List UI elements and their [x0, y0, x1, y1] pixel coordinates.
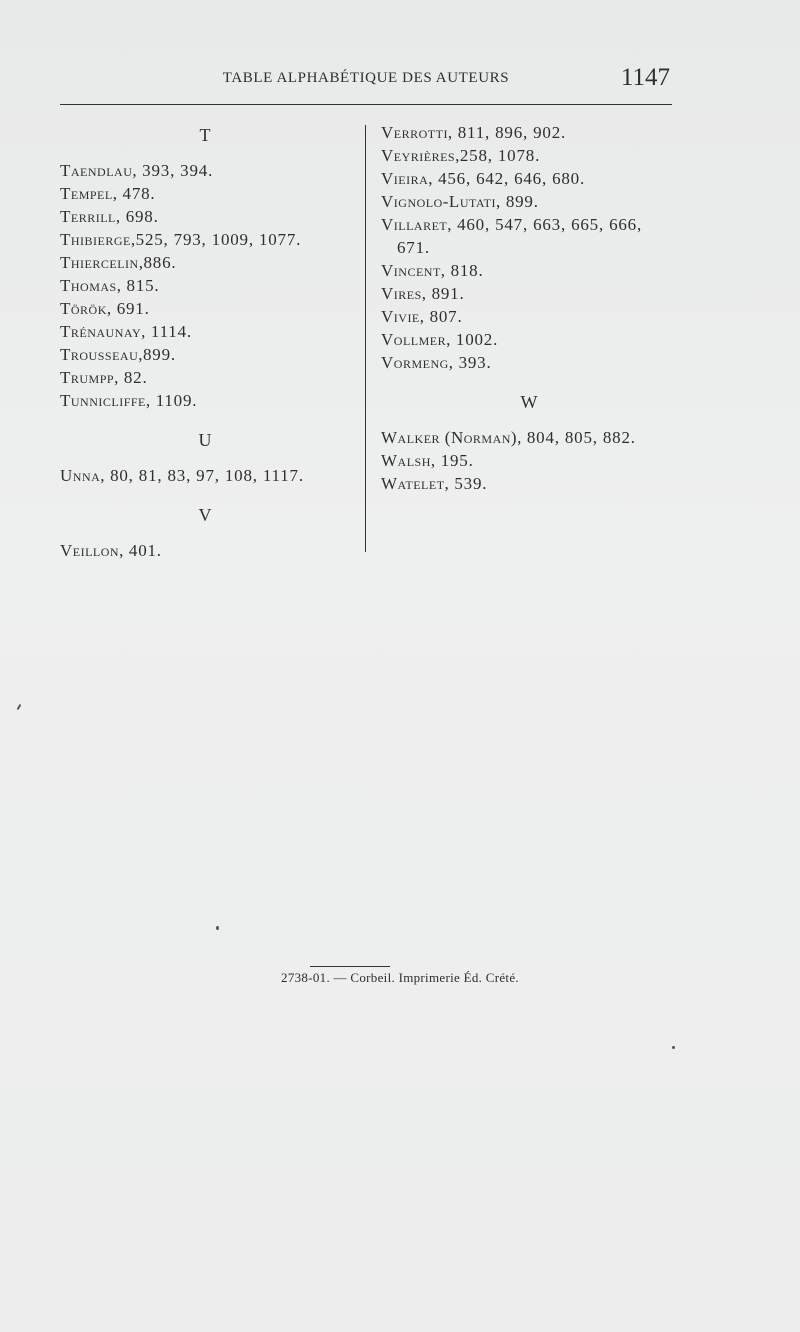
section-letter-w: W: [520, 392, 538, 412]
entry-name: Watelet,: [381, 474, 450, 493]
running-head: [60, 62, 672, 98]
entry-refs: 1109.: [150, 391, 198, 410]
entry-refs: 80, 81, 83, 97, 108, 1117.: [105, 466, 304, 485]
index-entry: [381, 472, 677, 495]
paper-speck: [17, 704, 22, 710]
index-entry-continuation: [381, 236, 677, 259]
entry-name: Trousseau,: [60, 345, 143, 364]
index-entry: [60, 464, 350, 487]
entry-name: Taendlau,: [60, 161, 138, 180]
entry-refs: 807.: [424, 307, 463, 326]
footer-rule: [310, 966, 390, 967]
entry-name: Thiercelin,: [60, 253, 144, 272]
paper-speck: [672, 1046, 675, 1049]
index-entry: [381, 213, 677, 236]
index-entry: [381, 121, 677, 144]
index-entry: [60, 251, 350, 274]
entry-refs: 811, 896, 902.: [452, 123, 567, 142]
entry-name: Vieira,: [381, 169, 434, 188]
entry-refs: 401.: [123, 541, 162, 560]
index-entry: [381, 449, 677, 472]
entry-name: Unna,: [60, 466, 106, 485]
entry-name: Török,: [60, 299, 112, 318]
entry-name: Verrotti,: [381, 123, 453, 142]
paper-speck: [216, 926, 219, 930]
index-entry: [60, 366, 350, 389]
index-entry: [381, 351, 677, 374]
entry-refs: 691.: [111, 299, 150, 318]
printer-colophon: 2738-01. — Corbeil. Imprimerie Éd. Crété.: [281, 970, 519, 985]
entry-refs: 539.: [449, 474, 488, 493]
running-title: TABLE ALPHABÉTIQUE DES AUTEURS: [222, 70, 510, 86]
entry-name: Thomas,: [60, 276, 122, 295]
entry-refs: 891.: [426, 284, 465, 303]
entry-refs: 671.: [397, 238, 430, 257]
entry-refs: 1002.: [450, 330, 499, 349]
entry-refs: 258, 1078.: [459, 146, 541, 165]
entry-name: Terrill,: [60, 207, 121, 226]
index-entry: [381, 167, 677, 190]
entry-refs: 525, 793, 1009, 1077.: [135, 230, 302, 249]
entry-name: Veillon,: [60, 541, 124, 560]
entry-refs: 82.: [118, 368, 148, 387]
entry-name: Vormeng,: [381, 353, 454, 372]
entry-refs: 899.: [142, 345, 176, 364]
index-entry: [60, 274, 350, 297]
entry-name: Vires,: [381, 284, 427, 303]
entry-refs: 456, 642, 646, 680.: [433, 169, 586, 188]
index-entry: [381, 426, 677, 449]
entry-name: Tunnicliffe,: [60, 391, 151, 410]
index-entry: [60, 159, 350, 182]
entry-name: Vincent,: [381, 261, 446, 280]
entry-name: Veyrières,: [381, 146, 460, 165]
index-entry: [381, 190, 677, 213]
entry-refs: 195.: [435, 451, 474, 470]
entry-refs: 393.: [453, 353, 492, 372]
left-column: [60, 121, 350, 562]
entry-name: Trénaunay,: [60, 322, 146, 341]
index-entry: [381, 328, 677, 351]
page-number: 1147: [620, 64, 670, 91]
index-entry: [60, 343, 350, 366]
entry-refs: 460, 547, 663, 665, 666,: [452, 215, 643, 234]
entry-refs: 818.: [445, 261, 484, 280]
right-column: [381, 121, 677, 495]
section-letter-t: T: [199, 125, 211, 145]
entry-name: Trumpp,: [60, 368, 119, 387]
header-rule: [60, 104, 672, 105]
section-letter-u: U: [198, 430, 212, 450]
index-entry: [381, 144, 677, 167]
entry-refs: 478.: [117, 184, 156, 203]
entry-name: Vollmer,: [381, 330, 451, 349]
index-entry: [60, 228, 350, 251]
entry-refs: 886.: [143, 253, 177, 272]
entry-refs: 804, 805, 882.: [521, 428, 636, 447]
entry-name: Walker (Norman),: [381, 428, 522, 447]
entry-name: Walsh,: [381, 451, 436, 470]
column-divider: [365, 125, 366, 552]
entry-name: Villaret,: [381, 215, 453, 234]
entry-refs: 1114.: [145, 322, 192, 341]
index-entry: [381, 259, 677, 282]
section-letter-v: V: [198, 505, 212, 525]
entry-name: Tempel,: [60, 184, 118, 203]
index-entry: [60, 205, 350, 228]
entry-refs: 899.: [500, 192, 539, 211]
index-entry: [381, 282, 677, 305]
index-entry: [381, 305, 677, 328]
entry-name: Vignolo-Lutati,: [381, 192, 501, 211]
index-entry: [60, 182, 350, 205]
index-entry: [60, 297, 350, 320]
index-entry: [60, 320, 350, 343]
entry-refs: 815.: [121, 276, 160, 295]
entry-name: Thibierge,: [60, 230, 136, 249]
index-entry: [60, 539, 350, 562]
entry-name: Vivie,: [381, 307, 425, 326]
entry-refs: 393, 394.: [137, 161, 214, 180]
entry-refs: 698.: [120, 207, 159, 226]
index-entry: [60, 389, 350, 412]
